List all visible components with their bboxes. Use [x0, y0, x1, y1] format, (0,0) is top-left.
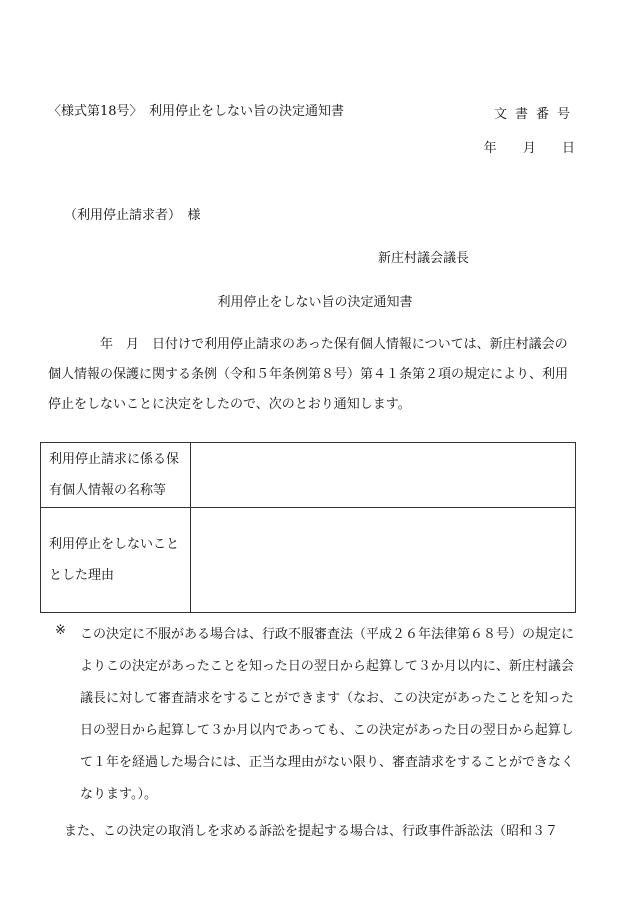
body-text: 年 月 日付けで利用停止請求のあった保有個人情報については、新庄村議会の個人情報の保護に関する条例（令和５年条例第８号）第４１条第２項の規定により、利用停止をしないことに決定をしたので、次のとおり通知します。 [48, 337, 569, 412]
table-row [41, 508, 576, 613]
date-month: 月 [522, 141, 536, 156]
recipient: （利用停止請求者） 様 [64, 208, 201, 223]
date-line [462, 137, 575, 156]
document-title: 利用停止をしない旨の決定通知書 [217, 295, 413, 310]
label-line: 利用停止請求に係る保 [49, 452, 180, 467]
date-day: 日 [561, 141, 575, 156]
table-label-cell [41, 443, 191, 508]
table-row [41, 443, 576, 508]
date-year: 年 [483, 141, 497, 156]
table-label-cell [41, 508, 191, 613]
note-mark: ※ [55, 623, 66, 638]
note-paragraph: この決定に不服がある場合は、行政不服審査法（平成２６年法律第６８号）の規定によりこの決定があったことを知った日の翌日から起算して３か月以内に、新庄村議会議長に対して審査請求をすることができます（なお、この決定があったことを知った日の翌日から起算して３か月以内であっても、この決定があった日の翌日から起算して１年を経過した場合には、正当な理由がない限り、審査請求をすることができなくなります。）。 [80, 627, 575, 802]
label-line: 有個人情報の名称等 [49, 483, 167, 498]
body-paragraph [48, 330, 580, 420]
info-table [40, 442, 576, 613]
label-line: とした理由 [49, 568, 115, 583]
note-paragraph-2: また、この決定の取消しを求める訴訟を提起する場合は、行政事件訴訟法（昭和３７ [64, 824, 559, 839]
sender: 新庄村議会議長 [378, 251, 470, 266]
table-value-cell [191, 443, 576, 508]
table-value-cell [191, 508, 576, 613]
label-line: 利用停止をしないこと [49, 537, 180, 552]
form-title: 〈様式第18号〉 利用停止をしない旨の決定通知書 [48, 104, 345, 119]
document-number-label: 文書番号 [493, 107, 578, 122]
